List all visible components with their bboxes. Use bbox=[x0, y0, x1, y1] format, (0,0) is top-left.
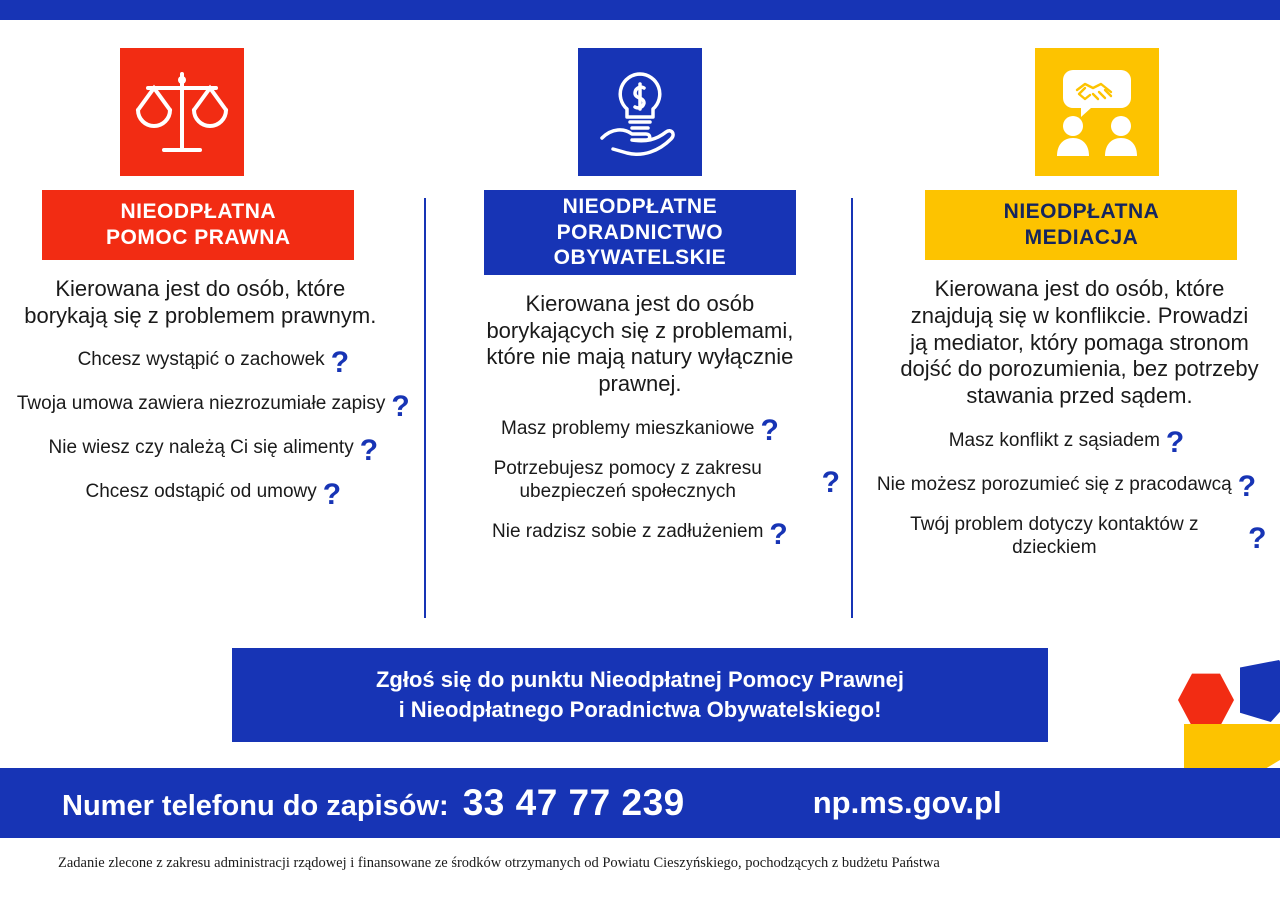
top-accent-bar bbox=[0, 0, 1280, 20]
question-mark-icon: ? bbox=[821, 465, 840, 499]
funding-footnote: Zadanie zlecone z zakresu administracji rządowej i finansowane ze środków otrzymanych od Powiatu Cieszyńskiego, pochodzących z budżetu Państwa bbox=[58, 855, 940, 871]
question-mark-icon: ? bbox=[1165, 426, 1185, 460]
service-column-poradnictwo-obywatelskie bbox=[427, 48, 854, 628]
question-text: Masz problemy mieszkaniowe bbox=[501, 417, 755, 439]
call-to-action-banner bbox=[232, 648, 1048, 742]
column-divider bbox=[424, 198, 426, 618]
question-text: Chcesz odstąpić od umowy bbox=[85, 481, 317, 503]
phone-number: 33 47 77 239 bbox=[462, 782, 685, 823]
question-text: Nie możesz porozumieć się z pracodawcą bbox=[876, 473, 1232, 495]
question-text: Twój problem dotyczy kontaktów z dzieckiem bbox=[910, 514, 1199, 558]
service-column-mediacja bbox=[853, 48, 1280, 628]
cta-line1: Zgłoś się do punktu Nieodpłatnej Pomocy Prawnej bbox=[375, 667, 905, 693]
list-item bbox=[85, 477, 342, 511]
question-mark-icon: ? bbox=[760, 414, 779, 448]
website-link[interactable]: np.ms.gov.pl bbox=[812, 785, 1002, 820]
blue-polygon-shape bbox=[1240, 660, 1280, 722]
column-title-line1: NIEODPŁATNE bbox=[562, 195, 718, 218]
question-mark-icon: ? bbox=[330, 345, 350, 379]
question-text: Nie radzisz sobie z zadłużeniem bbox=[492, 521, 764, 543]
column-title-line2: PORADNICTWO OBYWATELSKIE bbox=[553, 220, 727, 270]
column-intro-text: Kierowana jest do osób borykających się z problemami, które nie mają natury wyłącznie prawnej. bbox=[486, 290, 794, 397]
phone-block bbox=[62, 782, 685, 824]
decorative-shapes bbox=[1150, 650, 1280, 780]
list-item bbox=[948, 426, 1185, 460]
service-column-pomoc-prawna bbox=[0, 48, 427, 628]
lightbulb-in-hand-icon bbox=[578, 48, 702, 176]
phone-label: Numer telefonu do zapisów: bbox=[62, 790, 449, 822]
column-title-mediacja bbox=[925, 190, 1237, 260]
column-title-line2: MEDIACJA bbox=[1024, 226, 1139, 249]
list-item bbox=[501, 414, 779, 448]
question-mark-icon: ? bbox=[1248, 521, 1267, 555]
list-item bbox=[876, 470, 1257, 504]
column-divider bbox=[851, 198, 853, 618]
question-text: Masz konflikt z sąsiadem bbox=[948, 429, 1160, 451]
list-item bbox=[492, 517, 788, 551]
question-list bbox=[440, 414, 840, 551]
list-item bbox=[16, 389, 410, 423]
question-mark-icon: ? bbox=[322, 477, 342, 511]
column-title-poradnictwo-obywatelskie bbox=[484, 190, 796, 275]
handshake-speech-bubble-icon bbox=[1035, 48, 1159, 176]
question-list bbox=[866, 426, 1266, 560]
question-mark-icon: ? bbox=[391, 389, 410, 423]
column-title-pomoc-prawna bbox=[42, 190, 354, 260]
list-item bbox=[48, 433, 379, 467]
list-item bbox=[77, 345, 350, 379]
scales-of-justice-icon bbox=[120, 48, 244, 176]
service-columns bbox=[0, 48, 1280, 628]
question-text: Nie wiesz czy należą Ci się alimenty bbox=[48, 437, 354, 459]
list-item bbox=[440, 458, 840, 504]
question-text: Chcesz wystąpić o zachowek bbox=[77, 349, 325, 371]
question-text: Potrzebujesz pomocy z zakresu ubezpieczeń społecznych bbox=[493, 458, 762, 502]
column-title-line1: NIEODPŁATNA bbox=[120, 200, 277, 224]
contact-bar bbox=[0, 768, 1280, 838]
cta-line2: i Nieodpłatnego Poradnictwa Obywatelskiego! bbox=[398, 697, 882, 722]
question-text: Twoja umowa zawiera niezrozumiałe zapisy bbox=[16, 393, 386, 415]
column-intro-text: Kierowana jest do osób, które borykają się z problemem prawnym. bbox=[24, 276, 377, 328]
question-mark-icon: ? bbox=[769, 517, 788, 551]
column-intro-text: Kierowana jest do osób, które znajdują się w konflikcie. Prowadzi ją mediator, który pomaga stronom dojść do porozumienia, bez potrzeby stawania przed sądem. bbox=[900, 276, 1259, 409]
question-list bbox=[13, 345, 413, 511]
column-title-line2: POMOC PRAWNA bbox=[106, 226, 291, 249]
question-mark-icon: ? bbox=[1237, 470, 1257, 504]
question-mark-icon: ? bbox=[359, 433, 379, 467]
red-hexagon-shape bbox=[1178, 672, 1234, 728]
column-title-line1: NIEODPŁATNA bbox=[1003, 200, 1160, 224]
list-item bbox=[866, 514, 1266, 560]
